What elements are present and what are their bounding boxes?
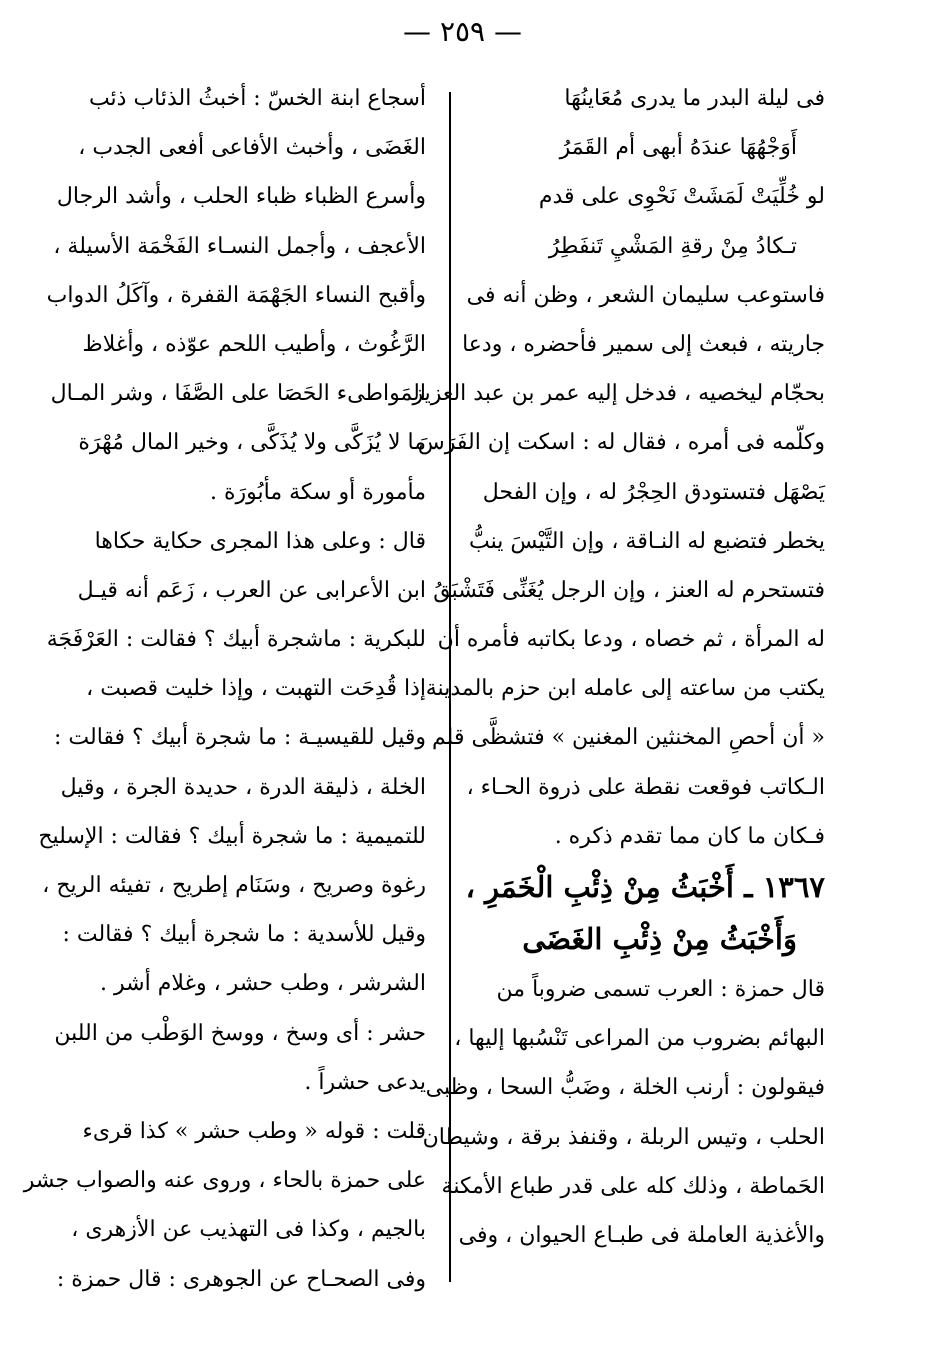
text-line: الأعجف ، وأجمل النسـاء الفَخْمَة الأسيلة ، [53,233,426,259]
right-column [412,74,825,1260]
poem-line: فى ليلة البدر ما يدرى مُعَاينُهَا [564,86,825,111]
text-line: والأغذية العاملة فى طبـاع الحيوان ، وفى [458,1222,825,1248]
text-line: الرَّغُوث ، وأطيب اللحم عوّذه ، وأغلاظ [82,331,426,357]
text-line: يكتب من ساعته إلى عامله ابن حزم بالمدينة [425,676,825,702]
text-line: بحجّام ليخصيه ، فدخل إليه عمر بن عبد العزيز [412,381,825,407]
text-line: البهائم بضروب من المراعى تَنْسُبها إليها ، [454,1026,825,1052]
text-line: جاريته ، فبعث إلى سمير فأحضره ، ودعا [462,331,825,357]
proverb-heading: وَأَخْبَثُ مِنْ ذِئْبِ الغَضَى [522,922,797,956]
text-line: الحَماطة ، وذلك كله على قدر طباع الأمكنة [441,1173,825,1199]
text-line: فيقولون : أرنب الخلة ، وضَبُّ السحا ، وظبى [425,1075,825,1101]
text-line: الحلب ، وتيس الربلة ، وقنفذ برقة ، وشيطان [422,1124,825,1150]
text-line: ما لا يُزَكَّى ولا يُذَكَّى ، وخير المال مُهْرَة [78,430,426,456]
text-line: حشر : أى وسخ ، ووسخ الوَطْب من اللبن [54,1020,426,1046]
text-line: رغوة وصريح ، وسَنَام إطريح ، تفيئه الريح ، [42,873,426,898]
text-line: وقيل للقيسيـة : ما شجرة أبيك ؟ فقالت : [53,725,426,751]
page-number: — ٢٥٩ — [403,15,522,48]
text-line: قال : وعلى هذا المجرى حكاية حكاها [94,528,426,554]
text-line: الشرشر ، وطب حشر ، وغلام أشر . [100,971,426,997]
text-line: وأقبح النساء الجَهْمَة القفرة ، وآكَلُ الدواب [46,282,426,308]
text-line: للتميمية : ما شجرة أبيك ؟ فقالت : الإسليح [38,823,426,849]
text-line: فاستوعب سليمان الشعر ، وظن أنه فى [466,282,825,308]
text-line: وكلّمه فى أمره ، فقال له : اسكت إن الفَرَسَ [417,430,825,456]
text-line: فـكان ما كان مما تقدم ذكره . [554,823,825,849]
text-line: قلت : قوله « وطب حشر » كذا قرىء [82,1118,426,1144]
poem-line: لو خُلِّيَتْ لَمَشَتْ نَحْوِى على قدم [538,184,825,210]
text-line: الـكاتب فوقعت نقطة على ذروة الحـاء ، [466,774,825,800]
text-line: له المرأة ، ثم خصاه ، ودعا بكاتبه فأمره أن [437,627,825,653]
text-line: المَواطىء الحَصَا على الصَّفَا ، وشر المـال [50,381,426,407]
proverb-heading: ١٣٦٧ ـ أَخْبَثُ مِنْ ذِئْبِ الْخَمَرِ ، [465,870,825,904]
text-line: وأسرع الظباء ظباء الحلب ، وأشد الرجال [56,184,426,210]
text-line: للبكرية : ماشجرة أبيك ؟ فقالت : العَرْفَجَة [46,627,426,653]
text-line: بالجيم ، وكذا فى التهذيب عن الأزهرى ، [71,1217,426,1243]
left-column [23,74,426,1304]
text-line: الغَضَى ، وأخبث الأفاعى أفعى الجدب ، [78,135,426,161]
text-line: الخلة ، ذليقة الدرة ، حديدة الجرة ، وقيل [60,774,426,800]
text-line: وفى الصحـاح عن الجوهرى : قال حمزة : [56,1266,426,1292]
text-line: « أن أحصِ المخنثين المغنين » فتشظَّى قلم [432,725,825,751]
text-line: يخطر فتضبع له النـاقة ، وإن التَّيْسَ ينبُّ [469,528,825,554]
text-line: على حمزة بالحاء ، وروى عنه والصواب جشر [23,1168,426,1194]
text-line: ابن الأعرابى عن العرب ، زَعَم أنه قيـل [77,577,426,603]
poem-line: أَوَجْهُهَا عندَهُ أبهى أم القَمَرُ [559,135,797,161]
text-line: فتستحرم له العنز ، وإن الرجل يُغَنِّى فَتَشْبَقُ [433,577,825,603]
text-line: يَصْهَل فتستودق الحِجْرُ له ، وإن الفحل [482,479,825,505]
text-line: أسجاع ابنة الخسّ : أخبثُ الذئاب ذئب [88,86,426,111]
text-line: إذا قُدِحَت التهبت ، وإذا خليت قصبت ، [86,676,426,702]
text-line: يدعى حشراً . [304,1069,426,1095]
text-line: مأمورة أو سكة مأبُورَة . [210,479,426,505]
text-line: وقيل للأسدية : ما شجرة أبيك ؟ فقالت : [62,922,426,948]
poem-line: تـكادُ مِنْ رقةِ المَشْيِ تَنفَطِرُ [548,233,797,259]
text-line: قال حمزة : العرب تسمى ضروباً من [496,977,825,1002]
